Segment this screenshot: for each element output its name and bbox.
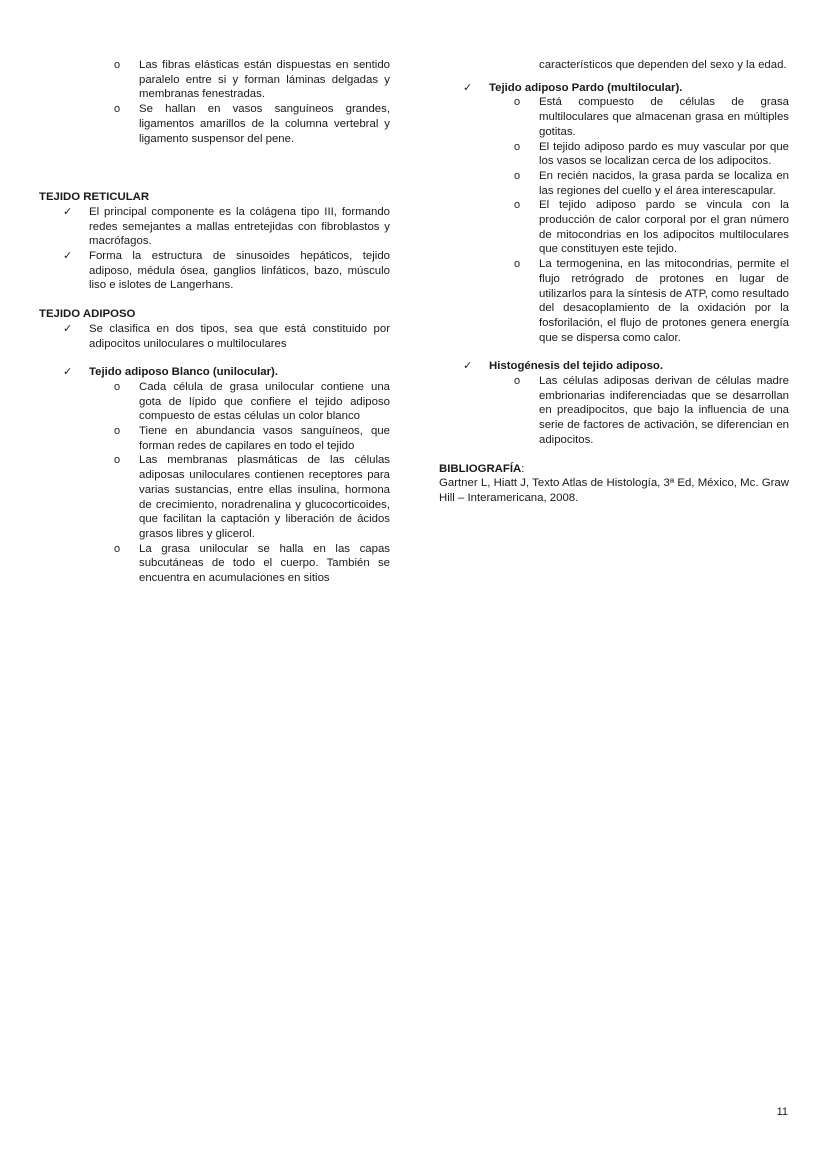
list-item	[439, 95, 789, 139]
circle-bullet-icon: o	[514, 375, 521, 388]
adiposo-heading: TEJIDO ADIPOSO	[39, 308, 136, 321]
list-item	[39, 205, 390, 249]
right-column	[439, 58, 789, 506]
continuation-text: característicos que dependen del sexo y la edad.	[539, 59, 787, 71]
check-bullet-icon: ✓	[63, 322, 73, 335]
check-bullet-icon: ✓	[63, 366, 73, 379]
list-item	[439, 198, 789, 257]
pardo-item-3: En recién nacidos, la grasa parda se localiza en las regiones del cuello y el área interescapular.	[539, 169, 789, 197]
circle-bullet-icon: o	[114, 425, 121, 438]
list-item	[39, 424, 390, 453]
reticular-item-2: Forma la estructura de sinusoides hepáticos, tejido adiposo, médula ósea, ganglios linfáticos, bazo, músculo liso e islotes de Langerhans.	[89, 250, 390, 292]
histogenesis-item-1: Las células adiposas derivan de células madre embrionarias indiferenciadas que se desarrollan en preadipocitos, que bajo la influencia de una serie de factores de activación, se diferencian en adipocitos.	[539, 375, 789, 446]
circle-bullet-icon: o	[114, 454, 121, 467]
check-bullet-icon: ✓	[63, 205, 73, 218]
list-item	[39, 365, 390, 380]
list-item	[439, 257, 789, 345]
elastic-item-1: Las fibras elásticas están dispuestas en sentido paralelo entre si y forman láminas delgadas y membranas fenestradas.	[139, 59, 390, 101]
blanco-item-4: La grasa unilocular se halla en las capas subcutáneas de todo el cuerpo. También se encuentra en acumulaciones en sitios	[139, 542, 390, 585]
circle-bullet-icon: o	[514, 169, 521, 182]
page-number: 11	[776, 1106, 788, 1118]
circle-bullet-icon: o	[514, 199, 521, 212]
bibliography-title: BIBLIOGRAFÍA	[439, 462, 522, 475]
bibliography-entry: Gartner L, Hiatt J, Texto Atlas de Histología, 3ª Ed, México, Mc. Graw Hill – Interamericana, 2008.	[439, 477, 789, 504]
list-item	[39, 249, 390, 293]
pardo-item-2: El tejido adiposo pardo es muy vascular por que los vasos se localizan cerca de los adipocitos.	[539, 140, 789, 168]
bibliography-heading	[439, 462, 789, 477]
blanco-item-2: Tiene en abundancia vasos sanguíneos, que forman redes de capilares en todo el tejido	[139, 425, 390, 452]
list-item	[439, 374, 789, 448]
left-column	[39, 58, 390, 586]
elastic-item-2: Se hallan en vasos sanguíneos grandes, ligamentos amarillos de la columna vertebral y ligamento suspensor del pene.	[139, 103, 390, 145]
check-bullet-icon: ✓	[63, 250, 73, 263]
circle-bullet-icon: o	[514, 96, 521, 109]
list-item	[39, 380, 390, 424]
list-item	[39, 102, 390, 146]
bibliography-colon: :	[521, 462, 525, 475]
reticular-heading: TEJIDO RETICULAR	[39, 191, 150, 204]
list-item	[439, 81, 789, 96]
adiposo-intro: Se clasifica en dos tipos, sea que está constituido por adipocitos uniloculares o multiloculares	[89, 322, 390, 350]
check-bullet-icon: ✓	[463, 81, 473, 94]
pardo-subheading: Tejido adiposo Pardo (multilocular).	[489, 81, 683, 94]
pardo-item-5: La termogenina, en las mitocondrias, permite el flujo retrógrado de protones en lugar de utilizarlos para la síntesis de ATP, como resultado del desacoplamiento de la oxidación por la fosforilación, el flujo de protones genera energía que se dispersa como calor.	[539, 258, 789, 344]
blanco-subheading: Tejido adiposo Blanco (unilocular).	[89, 366, 279, 379]
pardo-item-4: El tejido adiposo pardo se vincula con la producción de calor corporal por el gran número de mitocondrias en los adipocitos multiloculares que constituyen este tejido.	[539, 199, 789, 256]
reticular-item-1: El principal componente es la colágena tipo III, formando redes semejantes a mallas entretejidas con fibroblastos y macrófagos.	[89, 205, 390, 248]
histogenesis-subheading: Histogénesis del tejido adiposo.	[489, 360, 664, 373]
circle-bullet-icon: o	[114, 542, 121, 555]
blanco-item-3: Las membranas plasmáticas de las células adiposas uniloculares contienen receptores para varias sustancias, entre ellas insulina, hormona de crecimiento, noradrenalina y glucocorticoides, que facilitan la captación y liberación de ácidos grasos libres y glicerol.	[139, 454, 390, 540]
list-item	[39, 453, 390, 541]
check-bullet-icon: ✓	[463, 360, 473, 373]
circle-bullet-icon: o	[514, 140, 521, 153]
circle-bullet-icon: o	[114, 103, 121, 116]
circle-bullet-icon: o	[514, 258, 521, 271]
list-item	[39, 58, 390, 102]
blanco-item-1: Cada célula de grasa unilocular contiene una gota de lípido que confiere el tejido adiposo compuesto de estas células un color blanco	[139, 380, 390, 423]
list-item	[439, 169, 789, 198]
list-item	[39, 322, 390, 351]
circle-bullet-icon: o	[114, 380, 121, 393]
circle-bullet-icon: o	[114, 59, 121, 71]
list-item	[439, 359, 789, 374]
list-item	[439, 140, 789, 169]
list-item	[39, 542, 390, 586]
pardo-item-1: Está compuesto de células de grasa multiloculares que almacenan grasa en múltiples gotitas.	[539, 96, 789, 138]
